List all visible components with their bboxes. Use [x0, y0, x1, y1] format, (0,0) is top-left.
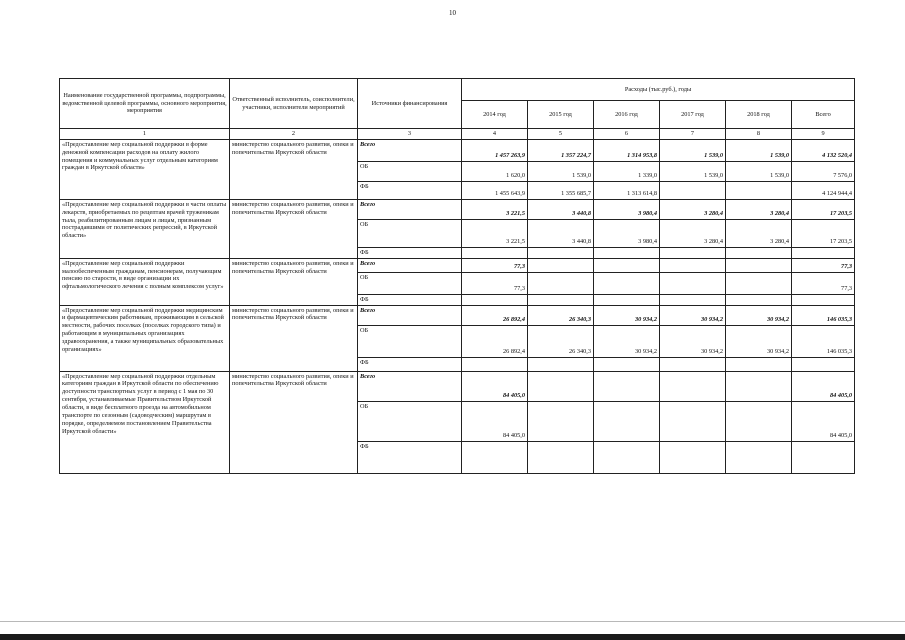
- year-value-cell: [726, 357, 792, 371]
- column-number: 9: [792, 129, 855, 140]
- year-value-cell: [528, 294, 594, 305]
- year-value-cell: 3 280,4: [726, 219, 792, 247]
- column-number: 8: [726, 129, 792, 140]
- year-value-cell: 1 357 224,7: [528, 139, 594, 161]
- total-value-cell: 17 203,5: [792, 199, 855, 219]
- table-row: [60, 199, 855, 219]
- year-value-cell: 77,3: [462, 272, 528, 294]
- year-value-cell: [594, 357, 660, 371]
- program-executor: министерство социального развития, опеки и попечительства Иркутской области: [230, 258, 358, 305]
- table-row: [60, 258, 855, 272]
- column-number: 2: [230, 129, 358, 140]
- program-name: «Предоставление мер социальной поддержки отдельным категориям граждан в Иркутской области по обеспечению доступности транспортных услуг в период с 1 мая по 30 сентября, устанавливаемые Правительством Иркутской области, в виде бесплатного проезда на автомобильном транспорте по сезонным (садоводческим) маршрутам в порядке, определяемом постановлением Правительства Иркутской области»: [60, 371, 230, 473]
- year-value-cell: 3 280,4: [726, 199, 792, 219]
- year-value-cell: [726, 441, 792, 473]
- funding-source: ОБ: [358, 325, 462, 357]
- header-program-name: Наименование государственной программы, подпрограммы, ведомственной целевой программы, основного мероприятия, мероприятия: [60, 79, 230, 129]
- year-value-cell: [726, 247, 792, 258]
- year-value-cell: [660, 357, 726, 371]
- funding-source: ФБ: [358, 441, 462, 473]
- year-value-cell: 26 340,3: [528, 305, 594, 325]
- table-row: [60, 305, 855, 325]
- year-value-cell: [660, 272, 726, 294]
- year-value-cell: [462, 294, 528, 305]
- year-value-cell: 1 355 685,7: [528, 181, 594, 199]
- year-value-cell: 84 405,0: [462, 371, 528, 401]
- column-number: 5: [528, 129, 594, 140]
- year-value-cell: [726, 401, 792, 441]
- year-value-cell: [462, 247, 528, 258]
- program-executor: министерство социального развития, опеки и попечительства Иркутской области: [230, 305, 358, 371]
- header-funding-source: Источники финансирования: [358, 79, 462, 129]
- year-value-cell: [726, 272, 792, 294]
- column-number: 6: [594, 129, 660, 140]
- table-row: [60, 371, 855, 401]
- year-value-cell: 1 539,0: [660, 161, 726, 181]
- total-value-cell: 146 035,3: [792, 305, 855, 325]
- year-value-cell: 3 980,4: [594, 199, 660, 219]
- total-value-cell: 146 035,3: [792, 325, 855, 357]
- funding-source: Всего: [358, 371, 462, 401]
- year-value-cell: 3 221,5: [462, 219, 528, 247]
- column-number: 1: [60, 129, 230, 140]
- total-value-cell: 84 405,0: [792, 401, 855, 441]
- header-year: 2015 год: [528, 101, 594, 129]
- year-value-cell: [528, 258, 594, 272]
- year-value-cell: [528, 401, 594, 441]
- year-value-cell: 26 340,3: [528, 325, 594, 357]
- year-value-cell: 26 892,4: [462, 325, 528, 357]
- year-value-cell: [726, 258, 792, 272]
- header-year: 2016 год: [594, 101, 660, 129]
- program-name: «Предоставление мер социальной поддержки малообеспеченным гражданам, пенсионерам, получающим пенсию по старости, в виде организации их офтальмологического лечения с полным комплексом услуг»: [60, 258, 230, 305]
- program-name: «Предоставление мер социальной поддержки в части оплаты лекарств, приобретаемых по рецептам врачей труженикам тыла, реабилитированным лицам и лицам, признанным пострадавшими от политических репрессий, в Иркутской области»: [60, 199, 230, 258]
- year-value-cell: [594, 247, 660, 258]
- year-value-cell: 30 934,2: [660, 325, 726, 357]
- total-value-cell: [792, 357, 855, 371]
- year-value-cell: 3 440,8: [528, 199, 594, 219]
- column-number: 4: [462, 129, 528, 140]
- program-executor: министерство социального развития, опеки и попечительства Иркутской области: [230, 199, 358, 258]
- year-value-cell: [660, 294, 726, 305]
- total-value-cell: 7 576,0: [792, 161, 855, 181]
- funding-source: ФБ: [358, 294, 462, 305]
- total-value-cell: 4 132 520,4: [792, 139, 855, 161]
- total-value-cell: 17 203,5: [792, 219, 855, 247]
- year-value-cell: 30 934,2: [594, 325, 660, 357]
- year-value-cell: 3 221,5: [462, 199, 528, 219]
- year-value-cell: 84 405,0: [462, 401, 528, 441]
- year-value-cell: [594, 441, 660, 473]
- year-value-cell: [660, 181, 726, 199]
- program-name: «Предоставление мер социальной поддержки медицинским и фармацевтическим работникам, проживающим в сельской местности, рабочих поселках (поселках городского типа) и работающим в муниципальных организациях здравоохранения, а также муниципальных образовательных организациях»: [60, 305, 230, 371]
- year-value-cell: 1 620,0: [462, 161, 528, 181]
- program-executor: министерство социального развития, опеки и попечительства Иркутской области: [230, 371, 358, 473]
- scan-edge-border: [0, 634, 905, 640]
- year-value-cell: [594, 371, 660, 401]
- program-name: «Предоставление мер социальной поддержки в форме денежной компенсации расходов на оплату жилого помещения и коммунальных услуг отдельным категориям граждан в Иркутской области»: [60, 139, 230, 199]
- year-value-cell: [528, 272, 594, 294]
- header-total: Всего: [792, 101, 855, 129]
- year-value-cell: 1 314 953,8: [594, 139, 660, 161]
- funding-source: ОБ: [358, 272, 462, 294]
- year-value-cell: [660, 401, 726, 441]
- funding-source: Всего: [358, 305, 462, 325]
- year-value-cell: [594, 272, 660, 294]
- funding-source: Всего: [358, 258, 462, 272]
- funding-source: ОБ: [358, 401, 462, 441]
- year-value-cell: 3 280,4: [660, 199, 726, 219]
- header-year: 2018 год: [726, 101, 792, 129]
- year-value-cell: [660, 441, 726, 473]
- year-value-cell: 1 539,0: [726, 161, 792, 181]
- year-value-cell: [660, 371, 726, 401]
- year-value-cell: 1 539,0: [528, 161, 594, 181]
- year-value-cell: 30 934,2: [594, 305, 660, 325]
- year-value-cell: 1 313 614,8: [594, 181, 660, 199]
- year-value-cell: 1 339,0: [594, 161, 660, 181]
- year-value-cell: [594, 258, 660, 272]
- year-value-cell: 3 440,8: [528, 219, 594, 247]
- total-value-cell: 77,3: [792, 272, 855, 294]
- year-value-cell: 3 280,4: [660, 219, 726, 247]
- year-value-cell: [726, 181, 792, 199]
- funding-source: Всего: [358, 199, 462, 219]
- year-value-cell: 1 457 263,9: [462, 139, 528, 161]
- year-value-cell: [528, 247, 594, 258]
- funding-source: ФБ: [358, 247, 462, 258]
- header-executor: Ответственный исполнитель, соисполнители, участники, исполнители мероприятий: [230, 79, 358, 129]
- year-value-cell: 1 455 643,9: [462, 181, 528, 199]
- year-value-cell: [462, 357, 528, 371]
- total-value-cell: [792, 247, 855, 258]
- total-value-cell: [792, 441, 855, 473]
- year-value-cell: [726, 371, 792, 401]
- header-expenses: Расходы (тыс.руб.), годы: [462, 79, 855, 101]
- year-value-cell: 26 892,4: [462, 305, 528, 325]
- year-value-cell: 30 934,2: [726, 305, 792, 325]
- total-value-cell: 4 124 944,4: [792, 181, 855, 199]
- year-value-cell: [726, 294, 792, 305]
- year-value-cell: 30 934,2: [660, 305, 726, 325]
- year-value-cell: [660, 247, 726, 258]
- program-executor: министерство социального развития, опеки и попечительства Иркутской области: [230, 139, 358, 199]
- funding-source: ОБ: [358, 161, 462, 181]
- header-year: 2017 год: [660, 101, 726, 129]
- year-value-cell: [660, 258, 726, 272]
- year-value-cell: [528, 371, 594, 401]
- funding-source: ОБ: [358, 219, 462, 247]
- funding-source: Всего: [358, 139, 462, 161]
- funding-source: ФБ: [358, 181, 462, 199]
- year-value-cell: [594, 294, 660, 305]
- year-value-cell: 77,3: [462, 258, 528, 272]
- year-value-cell: 1 539,0: [726, 139, 792, 161]
- scan-artifact-line: [0, 621, 905, 622]
- header-year: 2014 год: [462, 101, 528, 129]
- year-value-cell: [528, 441, 594, 473]
- total-value-cell: 84 405,0: [792, 371, 855, 401]
- year-value-cell: [528, 357, 594, 371]
- page-number: 10: [449, 9, 456, 17]
- funding-source: ФБ: [358, 357, 462, 371]
- year-value-cell: [594, 401, 660, 441]
- total-value-cell: 77,3: [792, 258, 855, 272]
- budget-table: [59, 78, 855, 474]
- year-value-cell: [462, 441, 528, 473]
- column-number: 3: [358, 129, 462, 140]
- column-number: 7: [660, 129, 726, 140]
- year-value-cell: 3 980,4: [594, 219, 660, 247]
- year-value-cell: 1 539,0: [660, 139, 726, 161]
- table-row: [60, 139, 855, 161]
- year-value-cell: 30 934,2: [726, 325, 792, 357]
- total-value-cell: [792, 294, 855, 305]
